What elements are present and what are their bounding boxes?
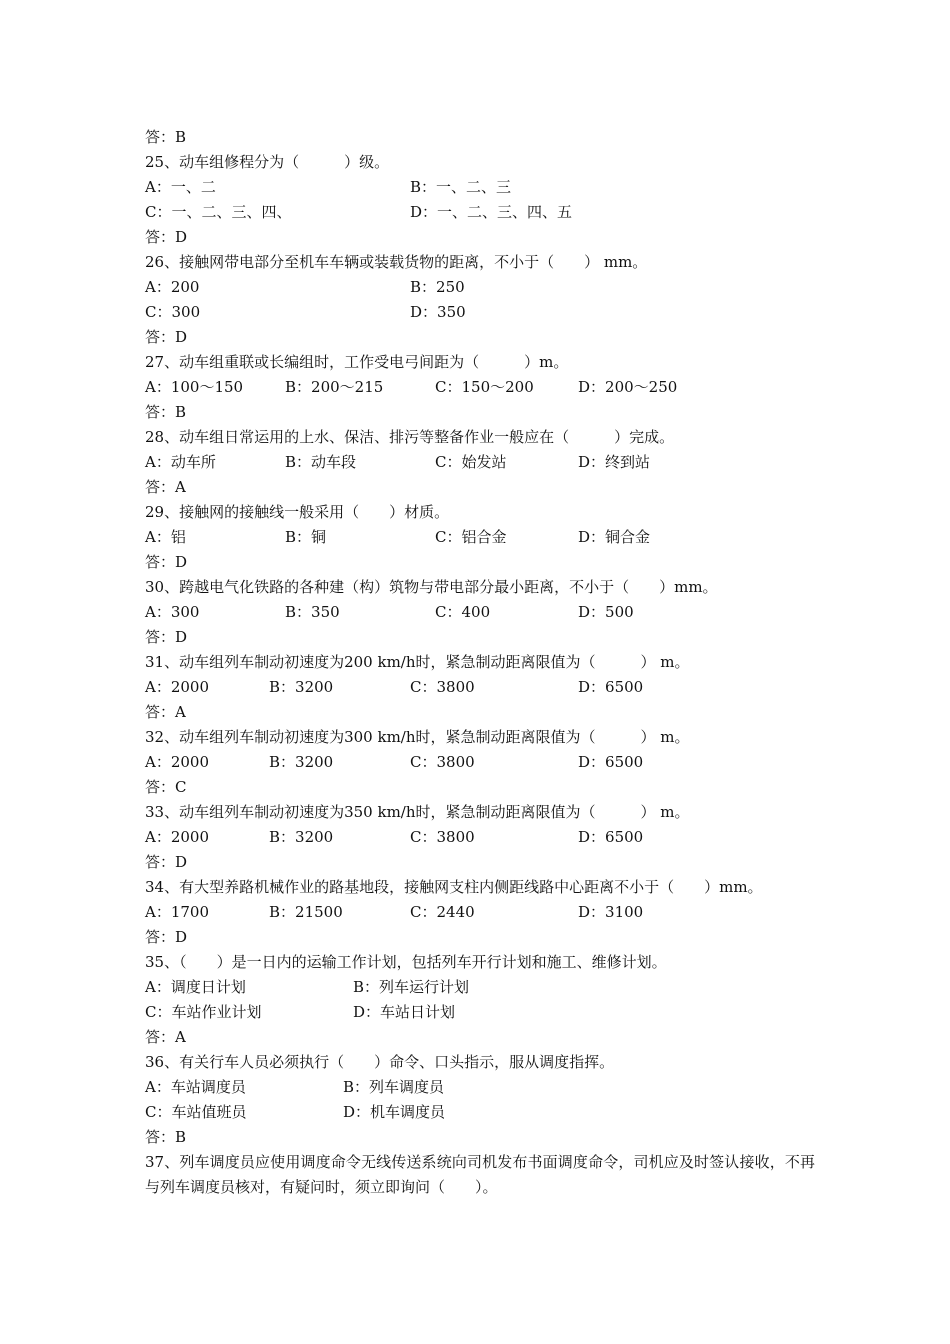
option-b: D：一、二、三、四、五 [410, 203, 573, 221]
question-text: 29、接触网的接触线一般采用（ ）材质。 [145, 503, 450, 521]
option-a: A：1700 [145, 903, 210, 921]
option-a: A：300 [145, 603, 200, 621]
option-a: A：100～150 [145, 378, 244, 396]
question-text: 36、有关行车人员必须执行（ ）命令、口头指示，服从调度指挥。 [145, 1053, 615, 1071]
option-d: D：6500 [578, 828, 644, 846]
answer-line: 答：B [145, 1128, 187, 1146]
answer-line: 答：A [145, 1028, 186, 1046]
options-row [145, 975, 815, 1000]
option-a: A：200 [145, 278, 200, 296]
option-b: B：列车调度员 [343, 1078, 445, 1096]
option-a: A：调度日计划 [145, 978, 246, 996]
option-a: A：2000 [145, 753, 210, 771]
options-row [145, 300, 815, 325]
question-text: 32、动车组列车制动初速度为300 km/h时，紧急制动距离限值为（ ） m。 [145, 728, 690, 746]
option-a: A：2000 [145, 828, 210, 846]
option-c: C：2440 [410, 903, 475, 921]
options-row [145, 175, 815, 200]
options-row [145, 375, 815, 400]
option-d: D：200～250 [578, 378, 678, 396]
option-d: D：6500 [578, 678, 644, 696]
option-b: B：350 [285, 603, 340, 621]
question-text: 31、动车组列车制动初速度为200 km/h时，紧急制动距离限值为（ ） m。 [145, 653, 690, 671]
options-row [145, 825, 815, 850]
option-b: B：3200 [269, 678, 334, 696]
answer-line: 答：D [145, 328, 188, 346]
option-b: B：3200 [269, 753, 334, 771]
question-text: 30、跨越电气化铁路的各种建（构）筑物与带电部分最小距离，不小于（ ）mm。 [145, 578, 718, 596]
question-text: 37、列车调度员应使用调度命令无线传送系统向司机发布书面调度命令，司机应及时签认接收，不再与列车调度员核对，有疑问时，须立即询问（ ）。 [145, 1153, 815, 1196]
option-b: B：铜 [285, 528, 327, 546]
option-c: C：400 [435, 603, 491, 621]
answer-line: 答：D [145, 853, 188, 871]
option-d: D：6500 [578, 753, 644, 771]
option-b: B：3200 [269, 828, 334, 846]
option-a: A：一、二 [145, 178, 216, 196]
option-a: C：一、二、三、四、 [145, 203, 292, 221]
answer-line: 答：D [145, 928, 188, 946]
option-b: D：车站日计划 [353, 1003, 456, 1021]
options-row [145, 1100, 815, 1125]
answer-line: 答：D [145, 553, 188, 571]
question-text: 25、动车组修程分为（ ）级。 [145, 153, 390, 171]
option-d: D：终到站 [578, 453, 651, 471]
answer-line: 答：D [145, 228, 188, 246]
question-text: 33、动车组列车制动初速度为350 km/h时，紧急制动距离限值为（ ） m。 [145, 803, 690, 821]
option-d: D：500 [578, 603, 634, 621]
option-b: B：列车运行计划 [353, 978, 470, 996]
option-a: C：300 [145, 303, 201, 321]
options-row [145, 200, 815, 225]
option-c: C：3800 [410, 678, 475, 696]
option-c: C：3800 [410, 753, 475, 771]
options-row [145, 675, 815, 700]
option-c: C：3800 [410, 828, 475, 846]
option-b: D：机车调度员 [343, 1103, 446, 1121]
question-text: 34、有大型养路机械作业的路基地段，接触网支柱内侧距线路中心距离不小于（ ）mm。 [145, 878, 763, 896]
answer-line: 答：A [145, 478, 186, 496]
option-d: D：3100 [578, 903, 644, 921]
question-text: 28、动车组日常运用的上水、保洁、排污等整备作业一般应在（ ）完成。 [145, 428, 675, 446]
options-row [145, 900, 815, 925]
question-text: 27、动车组重联或长编组时，工作受电弓间距为（ ）m。 [145, 353, 569, 371]
option-c: C：始发站 [435, 453, 507, 471]
question-text: 35、（ ）是一日内的运输工作计划，包括列车开行计划和施工、维修计划。 [145, 953, 667, 971]
option-b: B：动车段 [285, 453, 357, 471]
option-b: B：21500 [269, 903, 343, 921]
answer-line: 答：C [145, 778, 187, 796]
option-b: B：250 [410, 278, 465, 296]
question-list [145, 125, 815, 1200]
option-a: A：铝 [145, 528, 186, 546]
options-row [145, 750, 815, 775]
option-a: C：车站值班员 [145, 1103, 247, 1121]
answer-line: 答：B [145, 403, 187, 421]
answer-line: 答：B [145, 128, 187, 146]
options-row [145, 1075, 815, 1100]
option-a: A：车站调度员 [145, 1078, 246, 1096]
options-row [145, 1000, 815, 1025]
option-b: B：200～215 [285, 378, 384, 396]
options-row [145, 450, 815, 475]
option-b: D：350 [410, 303, 466, 321]
option-b: B：一、二、三 [410, 178, 512, 196]
question-text: 26、接触网带电部分至机车车辆或装载货物的距离，不小于（ ） mm。 [145, 253, 648, 271]
option-a: A：动车所 [145, 453, 216, 471]
answer-line: 答：A [145, 703, 186, 721]
option-d: D：铜合金 [578, 528, 651, 546]
options-row [145, 525, 815, 550]
option-a: A：2000 [145, 678, 210, 696]
options-row [145, 600, 815, 625]
option-c: C：铝合金 [435, 528, 507, 546]
options-row [145, 275, 815, 300]
option-a: C：车站作业计划 [145, 1003, 262, 1021]
answer-line: 答：D [145, 628, 188, 646]
option-c: C：150～200 [435, 378, 534, 396]
